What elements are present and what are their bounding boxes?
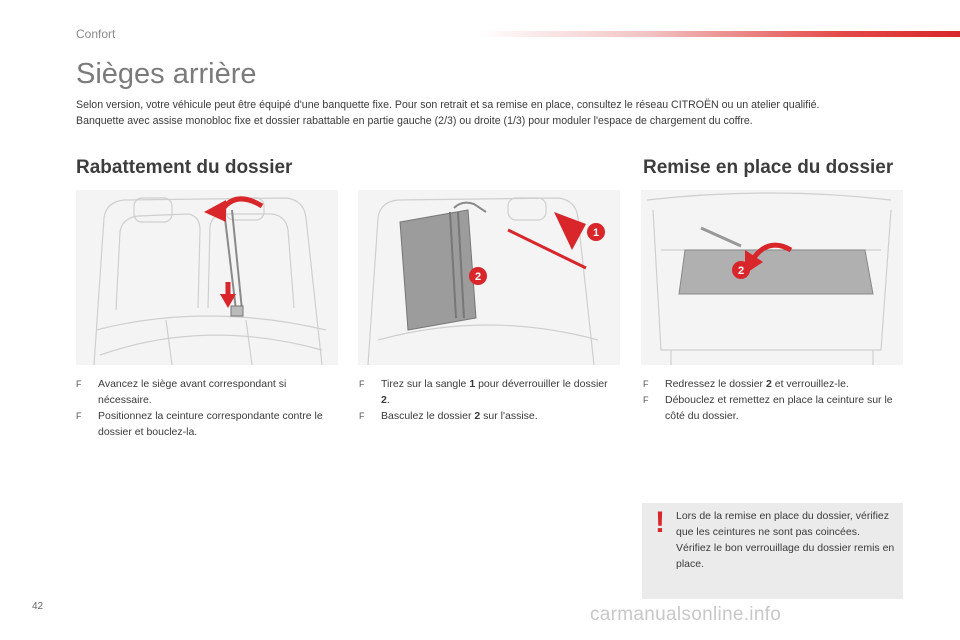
warning-line-2: Vérifiez le bon verrouillage du dossier remis en place. (676, 542, 895, 570)
step-text: Redressez le dossier (665, 378, 766, 390)
warning-icon: ! (655, 506, 665, 539)
step-ref: 2 (474, 410, 481, 422)
step-text: Basculez le dossier (381, 410, 475, 422)
step-text: pour déverrouiller le dossier (475, 378, 608, 390)
page-title: Sièges arrière (76, 58, 257, 90)
watermark: carmanualsonline.info (590, 604, 782, 625)
step-text: Débouclez et remettez en place la ceinture sur le côté du dossier. (665, 394, 893, 422)
step-text: Positionnez la ceinture correspondante contre le dossier et bouclez-la. (98, 410, 323, 438)
intro-text (76, 97, 906, 129)
steps-col1 (76, 376, 326, 440)
steps-col3 (643, 376, 905, 424)
step-text: . (386, 394, 390, 406)
right-section-title: Remise en place du dossier (643, 157, 894, 178)
list-item (76, 408, 326, 440)
callout-2-trunk-label: 2 (737, 265, 745, 277)
step-ref: 1 (469, 378, 476, 390)
figure-seat-belt (76, 190, 338, 365)
step-text: sur l'assise. (480, 410, 538, 422)
bullet-icon: F (359, 379, 365, 389)
warning-box (642, 503, 903, 599)
figure-trunk (641, 190, 903, 365)
seat-back-fold-illustration-icon (358, 190, 620, 365)
step-text: et verrouillez-le. (771, 378, 849, 390)
step-text: Tirez sur la sangle (381, 378, 470, 390)
warning-line-1: Lors de la remise en place du dossier, vérifiez que les ceintures ne sont pas coincées. (676, 510, 890, 538)
bullet-icon: F (76, 379, 82, 389)
page-number: 42 (32, 601, 44, 612)
step-text: Avancez le siège avant correspondant si nécessaire. (98, 378, 287, 406)
list-item (359, 408, 614, 424)
bullet-icon: F (643, 395, 649, 405)
steps-col2 (359, 376, 614, 424)
callout-2-label: 2 (474, 271, 482, 283)
figure-seat-fold (358, 190, 620, 365)
list-item (76, 376, 326, 408)
trunk-seat-raise-illustration-icon (641, 190, 903, 365)
intro-paragraph-1: Selon version, votre véhicule peut être équipé d'une banquette fixe. Pour son retrait et sa remise en place, consultez le réseau CITROËN ou un atelier qualifié. (76, 99, 820, 111)
list-item (359, 376, 614, 408)
left-section-title: Rabattement du dossier (76, 157, 293, 178)
header-accent-bar (476, 31, 960, 37)
bullet-icon: F (359, 411, 365, 421)
rear-seat-belt-illustration-icon (76, 190, 338, 365)
bullet-icon: F (76, 411, 82, 421)
warning-text (676, 508, 896, 572)
list-item (643, 392, 905, 424)
callout-1-label: 1 (592, 227, 600, 239)
step-ref: 2 (765, 378, 772, 390)
bullet-icon: F (643, 379, 649, 389)
step-ref: 2 (381, 394, 387, 406)
intro-paragraph-2: Banquette avec assise monobloc fixe et dossier rabattable en partie gauche (2/3) ou droite (1/3) pour moduler l'espace de chargement du coffre. (76, 115, 753, 127)
list-item (643, 376, 905, 392)
section-label: Confort (76, 27, 116, 41)
